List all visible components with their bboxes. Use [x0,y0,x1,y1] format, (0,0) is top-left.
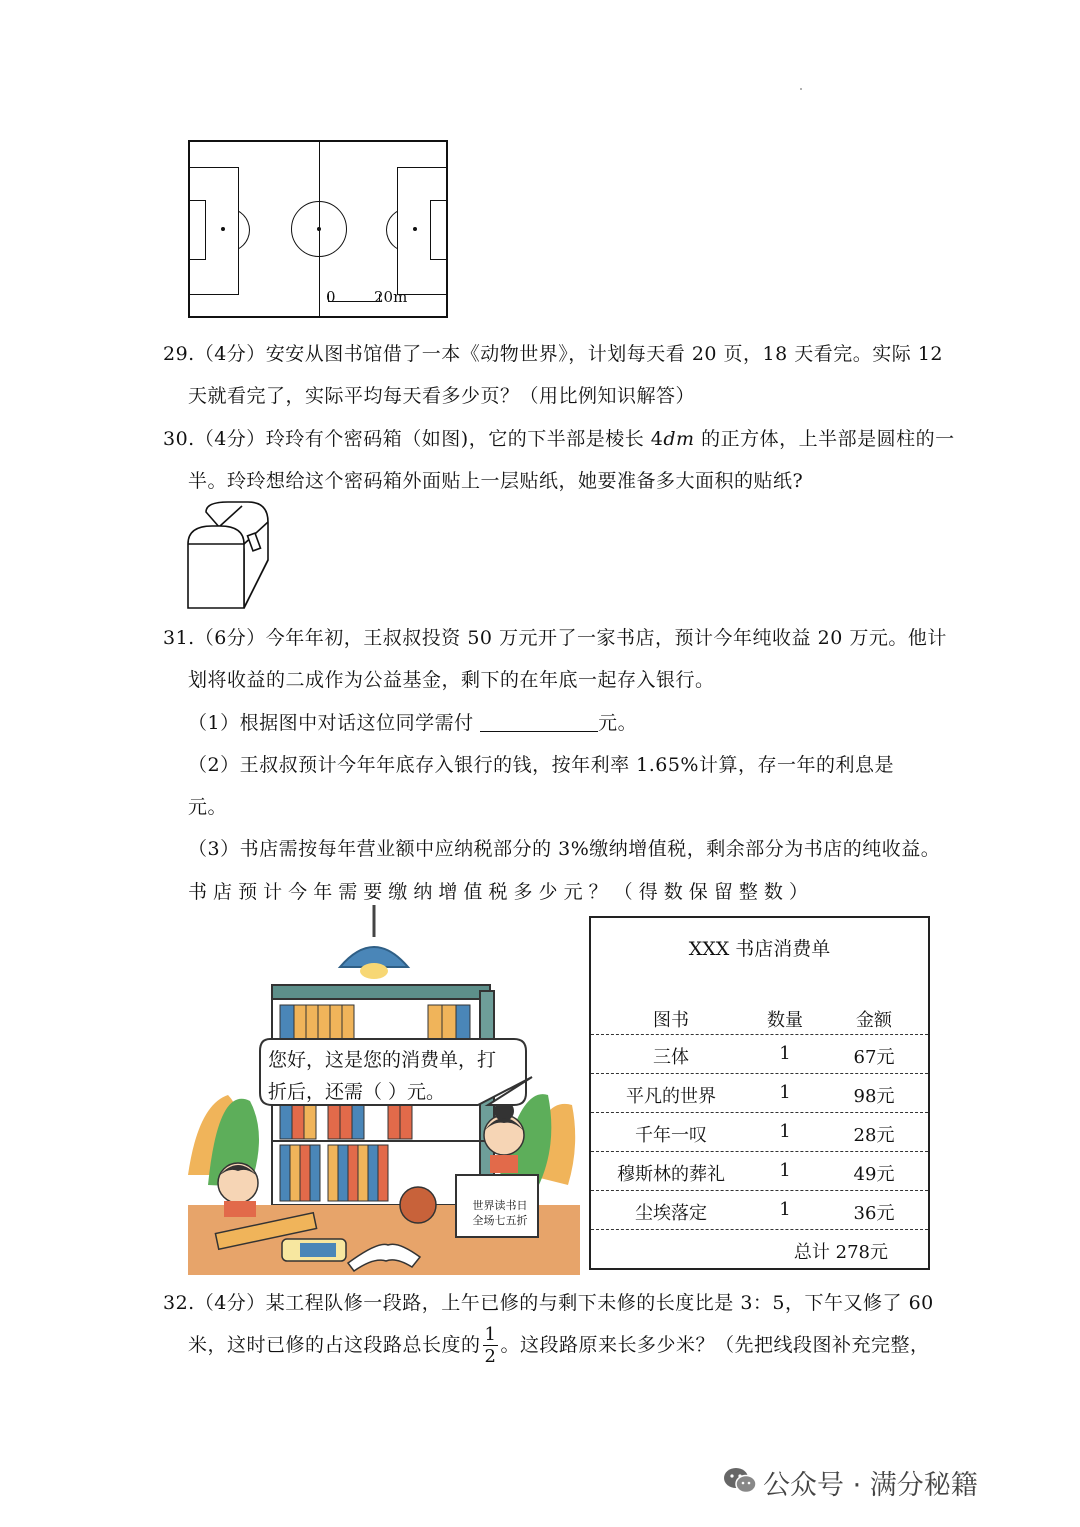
q29-line2: 天就看完了，实际平均每天看多少页？（用比例知识解答） [188,385,696,407]
book-name: 平凡的世界 [626,1086,716,1107]
soccer-field-diagram [188,140,448,318]
watermark-text: 公众号 · 满分秘籍 [763,1470,978,1501]
q32-line2-b: 。这段路原来长多少米？（先把线段图补充完整， [500,1334,930,1356]
scale-bar [328,294,380,302]
q31-part1 [188,708,637,735]
fraction-denominator: 2 [484,1346,497,1367]
q30-line1-a: 30.（4分）玲玲有个密码箱（如图)，它的下半部是棱长 4 [163,428,664,450]
header-amount: 金额 [856,1010,892,1031]
left-goal-area [188,200,206,260]
table-row [591,1151,928,1190]
fraction-numerator: 1 [484,1324,497,1345]
book-name: 穆斯林的葬礼 [617,1164,725,1185]
table-row [591,1112,928,1151]
q31-part1-text: （1）根据图中对话这位同学需付 [188,712,474,734]
book-amount: 67元 [853,1047,895,1068]
bubble-line1: 您好，这是您的消费单，打 [268,1049,497,1071]
q32-line1: 32.（4分）某工程队修一段路，上午已修的与剩下未修的长度比是 3：5，下午又修了 60 [163,1292,934,1314]
q29-line1: 29.（4分）安安从图书馆借了一本《动物世界》，计划每天看 20 页，18 天看完。实际 12 [163,343,943,365]
book-qty: 1 [779,1121,791,1142]
password-box-figure [186,500,272,610]
right-penalty-spot [413,227,417,231]
table-row [591,1073,928,1112]
scale-distance-label: 20m [374,288,408,306]
book-amount: 49元 [853,1164,895,1185]
book-qty: 1 [779,1082,791,1103]
answer-blank[interactable] [480,713,598,732]
book-amount: 28元 [853,1125,895,1146]
q32-line2 [188,1326,929,1366]
receipt-title: XXX 书店消费单 [688,938,831,960]
q30-unit: dm [663,428,695,450]
q30-line1-b: 的正方体，上半部是圆柱的一 [694,428,955,450]
center-spot [317,227,321,231]
lamp-bulb [360,963,388,979]
scale-zero-label: 0 [326,288,336,306]
right-goal-area [430,200,448,260]
sign-line2: 全场七五折 [472,1214,528,1227]
q31-part1-unit: 元。 [598,712,638,734]
receipt-total: 总计 278元 [793,1242,888,1263]
q30-line1 [163,424,955,451]
book-name: 尘埃落定 [635,1203,707,1224]
basketball [400,1187,436,1223]
q31-line1: 31.（6分）今年年初，王叔叔投资 50 万元开了一家书店，预计今年纯收益 20 万元。他计 [163,627,947,649]
book-qty: 1 [779,1043,791,1064]
receipt-total-row [591,1229,928,1268]
q31-line2: 划将收益的二成作为公益基金，剩下的在年底一起存入银行。 [188,669,715,691]
book-name: 三体 [653,1047,689,1068]
book-amount: 36元 [853,1203,895,1224]
table-row [591,1034,928,1073]
header-book: 图书 [653,1010,689,1031]
q31-part3-line2: 书 店 预 计 今 年 需 要 缴 纳 增 值 税 多 少 元 ？ （ 得 数 保 留 整 数 ） [188,881,808,903]
box-front-face [188,526,244,608]
q31-part2-line2: 元。 [188,796,228,818]
stray-dot [800,88,802,90]
header-qty: 数量 [767,1010,803,1031]
sign-text [462,1198,538,1228]
table-row [591,1190,928,1229]
q30-line2: 半。玲玲想给这个密码箱外面贴上一层贴纸，她要准备多大面积的贴纸? [188,470,804,492]
sign-line1: 世界读书日 [472,1199,528,1212]
q31-part3-line1: （3）书店需按每年营业额中应纳税部分的 3%缴纳增值税，剩余部分为书店的纯收益。 [188,838,941,860]
fraction-one-half [483,1326,499,1366]
wechat-icon [722,1466,758,1496]
book-qty: 1 [779,1199,791,1220]
receipt-header [591,998,928,1036]
book-qty: 1 [779,1160,791,1181]
bookstore-receipt [589,916,930,1270]
q31-part2-line1: （2）王叔叔预计今年年底存入银行的钱，按年利率 1.65%计算，存一年的利息是 [188,754,894,776]
bubble-line2: 折后，还需（ ）元。 [268,1081,446,1103]
book-amount: 98元 [853,1086,895,1107]
q32-line2-a: 米，这时已修的占这段路总长度的 [188,1334,481,1356]
left-penalty-spot [221,227,225,231]
book-name: 千年一叹 [635,1125,707,1146]
